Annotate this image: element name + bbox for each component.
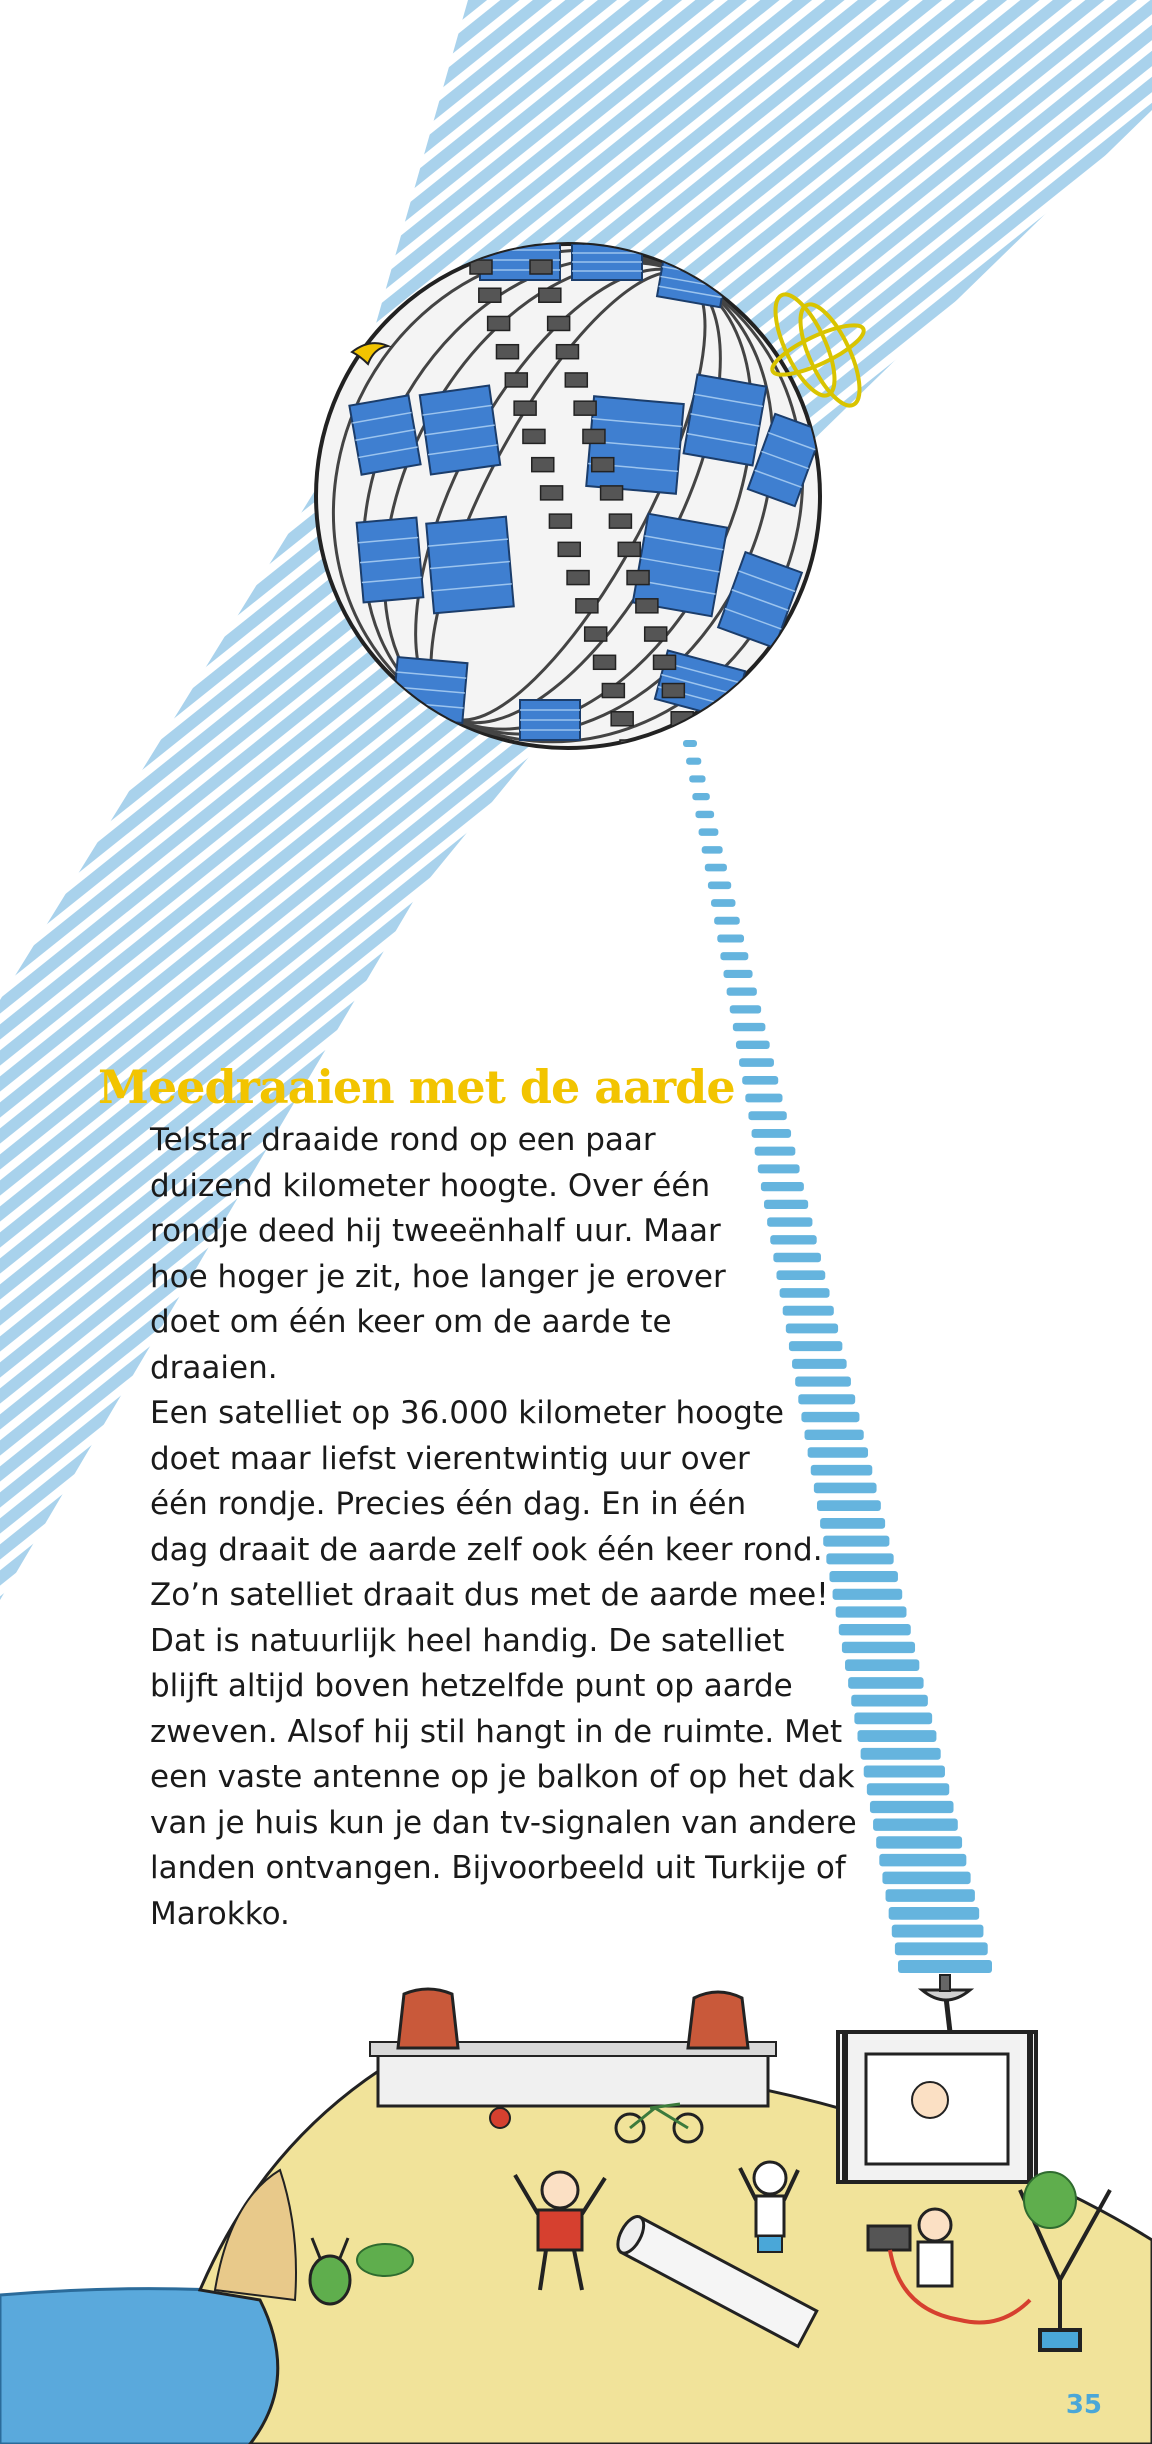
text-line: van je huis kun je dan tv-signalen van andere — [150, 1804, 857, 1841]
signal-dash — [842, 1642, 915, 1653]
band-slot — [556, 345, 578, 359]
tv-portal — [838, 2030, 1036, 2182]
signal-dash — [898, 1960, 992, 1973]
text-line: één rondje. Precies één dag. En in één — [150, 1486, 747, 1522]
paragraph — [150, 1118, 850, 1391]
band-slot — [548, 316, 570, 330]
text-line: Marokko. — [150, 1895, 290, 1932]
text-line: een vaste antenne op je balkon of op het dak — [150, 1759, 855, 1795]
signal-dash — [742, 1076, 778, 1085]
text-line: Dat is natuurlijk heel handig. De satelliet — [150, 1622, 785, 1659]
signal-dash — [699, 828, 719, 835]
signal-dash — [720, 952, 748, 960]
band-slot — [576, 599, 598, 613]
band-slot — [539, 288, 561, 302]
band-slot — [523, 429, 545, 443]
band-slot — [574, 401, 596, 415]
signal-dash — [845, 1659, 919, 1671]
paragraph — [150, 1391, 857, 1937]
signal-dash — [879, 1854, 966, 1866]
shrub — [1024, 2172, 1076, 2228]
signal-dash — [873, 1819, 958, 1831]
signal-dash — [705, 864, 727, 872]
text-line: landen ontvangen. Bijvoorbeeld uit Turkije of — [150, 1850, 846, 1886]
ground-scene — [0, 1975, 1152, 2444]
signal-dash — [867, 1783, 949, 1795]
band-slot — [618, 542, 640, 556]
tree-stump-left — [398, 1989, 458, 2048]
band-slot — [549, 514, 571, 528]
signal-dash — [724, 970, 753, 978]
text-line: duizend kilometer hoogte. Over één — [150, 1167, 711, 1204]
signal-dash — [851, 1695, 928, 1707]
camera-icon — [868, 2226, 910, 2250]
band-slot — [662, 684, 684, 698]
band-slot — [541, 486, 563, 500]
signal-dash — [714, 917, 740, 925]
band-slot — [530, 260, 552, 274]
signal-dash — [692, 793, 709, 800]
signal-dash — [889, 1907, 980, 1920]
band-slot — [645, 627, 667, 641]
body-text — [150, 1118, 857, 1937]
tree-stump-right — [688, 1992, 748, 2048]
band-slot — [479, 288, 501, 302]
signal-dash — [683, 740, 697, 747]
band-slot — [565, 373, 587, 387]
band-slot — [654, 655, 676, 669]
band-slot — [583, 429, 605, 443]
signal-dash — [745, 1094, 782, 1103]
signal-dash — [886, 1889, 975, 1902]
text-line: rondje deed hij tweeënhalf uur. Maar — [150, 1213, 721, 1249]
text-line: blijft altijd boven hetzelfde punt op aarde — [150, 1668, 793, 1704]
text-line: zweven. Alsof hij stil hangt in de ruimte. Met — [150, 1713, 843, 1750]
signal-dash — [689, 775, 705, 782]
text-line: Zo’n satelliet draait dus met de aarde mee! — [150, 1577, 829, 1613]
signal-dash — [854, 1712, 932, 1724]
band-slot — [532, 458, 554, 472]
band-slot — [567, 571, 589, 585]
band-slot — [514, 401, 536, 415]
band-slot — [496, 345, 518, 359]
signal-dash — [882, 1872, 970, 1885]
section-heading: Meedraaien met de aarde — [98, 1060, 735, 1114]
text-line: Telstar draaide rond op een paar — [150, 1122, 656, 1158]
signal-dash — [711, 899, 735, 907]
text-line: Een satelliet op 36.000 kilometer hoogte — [150, 1395, 785, 1431]
text-line: draaien. — [150, 1349, 278, 1386]
band-slot — [505, 373, 527, 387]
bush — [357, 2244, 413, 2276]
signal-dash — [864, 1766, 945, 1778]
band-slot — [601, 486, 623, 500]
signal-dash — [695, 811, 714, 818]
band-slot — [602, 684, 624, 698]
signal-dash — [870, 1801, 954, 1813]
signal-dash — [739, 1058, 774, 1067]
band-slot — [592, 458, 614, 472]
band-slot — [636, 599, 658, 613]
ball — [490, 2108, 510, 2128]
signal-dash — [717, 934, 744, 942]
satellite-dish-icon — [922, 1975, 970, 2032]
signal-dash — [733, 1023, 766, 1031]
signal-dash — [708, 881, 731, 889]
text-line: dag draait de aarde zelf ook één keer rond. — [150, 1531, 823, 1568]
text-line: hoe hoger je zit, hoe langer je erover — [150, 1258, 726, 1295]
signal-dash — [895, 1942, 988, 1955]
signal-dash — [876, 1836, 962, 1848]
text-line: doet maar liefst vierentwintig uur over — [150, 1440, 750, 1477]
band-slot — [488, 316, 510, 330]
signal-dash — [848, 1677, 923, 1689]
signal-dash — [857, 1730, 936, 1742]
signal-dash — [686, 758, 701, 765]
signal-dash — [892, 1925, 984, 1938]
signal-dash — [727, 988, 757, 996]
band-slot — [609, 514, 631, 528]
band-slot — [558, 542, 580, 556]
band-slot — [611, 712, 633, 726]
signal-dash — [736, 1041, 770, 1049]
page-number: 35 — [1065, 2390, 1102, 2420]
signal-dash — [861, 1748, 941, 1760]
band-slot — [594, 655, 616, 669]
band-slot — [627, 571, 649, 585]
signal-dash — [730, 1005, 761, 1013]
text-line: doet om één keer om de aarde te — [150, 1304, 672, 1340]
signal-dash — [702, 846, 723, 854]
band-slot — [585, 627, 607, 641]
